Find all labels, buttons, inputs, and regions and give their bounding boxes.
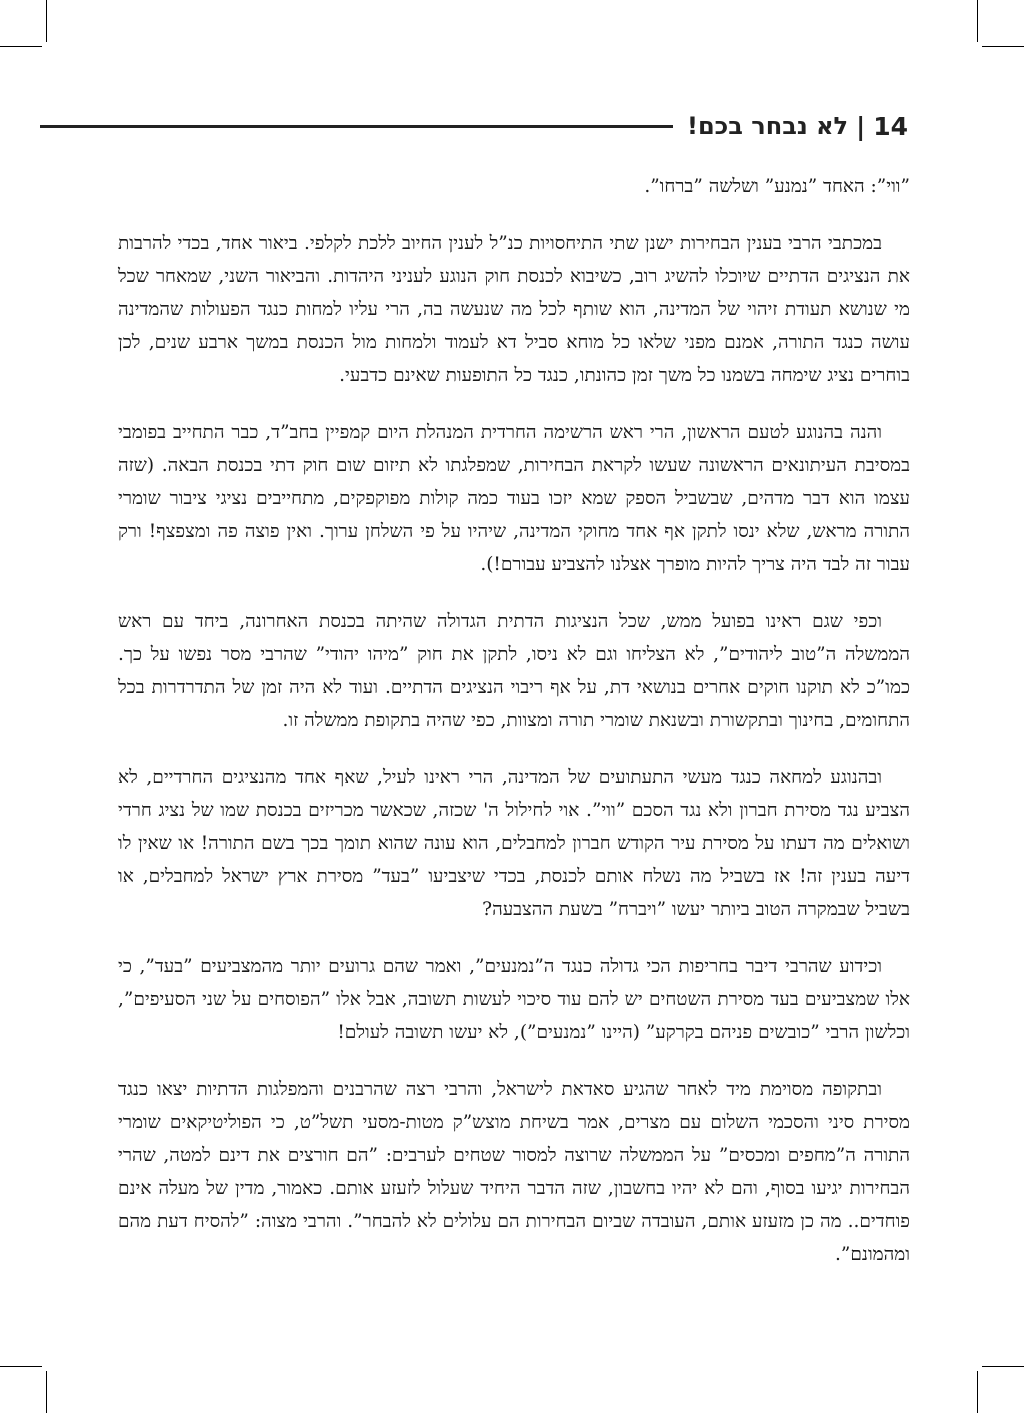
crop-mark bbox=[0, 1366, 42, 1367]
paragraph: וכידוע שהרבי דיבר בחריפות הכי גדולה כנגד ה”נמנעים”, ואמר שהם גרועים יותר מהמצביעים ”בעד”, כי אלו שמצביעים בעד מסירת השטחים יש להם עוד סיכוי לעשות תשובה, אבל אלו ”הפוסחים על שני הסעיפים”, וכלשון הרבי ”כובשים פניהם בקרקע” (היינו ”נמנעים”), לא יעשו תשובה לעולם! bbox=[118, 956, 910, 1043]
crop-mark bbox=[46, 1371, 47, 1413]
paragraph: וכפי שגם ראינו בפועל ממש, שכל הנציגות הדתית הגדולה שהיתה בכנסת האחרונה, ביחד עם ראש הממשלה ה”טוב ליהודים”, לא הצליחו וגם לא ניסו, לתקן את חוק ”מיהו יהודי” שהרבי מסר נפשו על כך. כמו”כ לא תוקנו חוקים אחרים בנושאי דת, על אף ריבוי הנציגים הדתיים. ועוד לא היה זמן של התדרדרות בכל התחומים, בחינוך ובתקשורת ובשנאת שומרי תורה ומצוות, כפי שהיה בתקופת ממשלה זו. bbox=[118, 611, 910, 731]
crop-mark bbox=[0, 46, 42, 47]
paragraph: ובתקופה מסוימת מיד לאחר שהגיע סאדאת לישראל, והרבי רצה שהרבנים והמפלגות הדתיות יצאו כנגד מסירת סיני והסכמי השלום עם מצרים, אמר בשיחת מוצש”ק מטות-מסעי תשל”ט, כי הפוליטיקאים שומרי התורה ה”מחפים ומכסים” על הממשלה שרוצה למסור שטחים לערבים: ”הם חורצים את דינם למטה, שהרי הבחירות יגיעו בסוף, והם לא יהיו בחשבון, שזה הדבר היחיד שעלול לזעזע אותם. כאמור, מדין של מעלה אינם פוחדים.. מה כן מזעזע אותם, העובדה שביום הבחירות הם עלולים לא להבחר”. והרבי מצוה: ”להסיח דעת מהם ומהמונם”. bbox=[118, 1079, 910, 1265]
crop-mark bbox=[982, 46, 1024, 47]
paragraph: והנה בהנוגע לטעם הראשון, הרי ראש הרשימה החרדית המנהלת היום קמפיין בחב”ד, כבר התחייב בפומבי במסיבת העיתונאים הראשונה שעשו לקראת הבחירות, שמפלגתו לא תיזום שום חוק דתי בכנסת הבאה. (שזה עצמו הוא דבר מדהים, שבשביל הספק שמא יזכו בעוד כמה קולות מפוקפקים, מתחייבים נציגי ציבור שומרי התורה מראש, שלא ינסו לתקן אף אחד מחוקי המדינה, שיהיו על פי השלחן ערוך. ואין פוצה פה ומצפצף! ורק עבור זה לבד היה צריך להיות מופרך אצלנו להצביע עבורם!). bbox=[118, 422, 910, 575]
paragraph: ”ווי”: האחד ”נמנע” ושלשה ”ברחו”. bbox=[644, 176, 910, 197]
crop-mark bbox=[977, 1371, 978, 1413]
header-divider: | bbox=[856, 111, 866, 141]
running-header bbox=[40, 108, 908, 144]
paragraph: במכתבי הרבי בענין הבחירות ישנן שתי התיחסויות כנ”ל לענין החיוב ללכת לקלפי. ביאור אחד, בכדי להרבות את הנציגים הדתיים שיוכלו להשיג רוב, כשיבוא לכנסת חוק הנוגע לעניני היהדות. והביאור השני, שמאחר שכל מי שנושא תעודת זיהוי של המדינה, הוא שותף לכל מה שנעשה בה, הרי עליו למחות כנגד הפעולות שהמדינה עושה כנגד התורה, אמנם מפני שלאו כל מוחא סביל דא לעמוד ולמחות מול הכנסת במשך ארבע שנים, לכן בוחרים נציג שימחה בשמנו כל משך זמן כהונתו, כנגד כל התופעות שאינם כדבעי. bbox=[118, 233, 910, 386]
crop-mark bbox=[977, 0, 978, 42]
page-number: 14 bbox=[873, 111, 908, 141]
crop-mark bbox=[982, 1366, 1024, 1367]
paragraph: ובהנוגע למחאה כנגד מעשי התעתועים של המדינה, הרי ראינו לעיל, שאף אחד מהנציגים החרדיים, לא הצביע נגד מסירת חברון ולא נגד הסכם ”ווי”. אוי לחילול ה' שכזה, שכאשר מכריזים בכנסת שמו של נציג חרדי ושואלים מה דעתו על מסירת עיר הקודש חברון למחבלים, הוא עונה שהוא תומך בכך בשם התורה! או שאין לו דיעה בענין זה! אז בשביל מה נשלח אותם לכנסת, בכדי שיצביעו ”בעד” מסירת ארץ ישראל למחבלים, או בשביל שבמקרה הטוב ביותר יעשו ”ויברח” בשעת ההצבעה? bbox=[118, 767, 910, 920]
book-title: לא נבחר בכם! bbox=[687, 112, 849, 140]
header-rule bbox=[40, 125, 673, 128]
crop-mark bbox=[46, 0, 47, 42]
body-text bbox=[118, 170, 910, 1295]
